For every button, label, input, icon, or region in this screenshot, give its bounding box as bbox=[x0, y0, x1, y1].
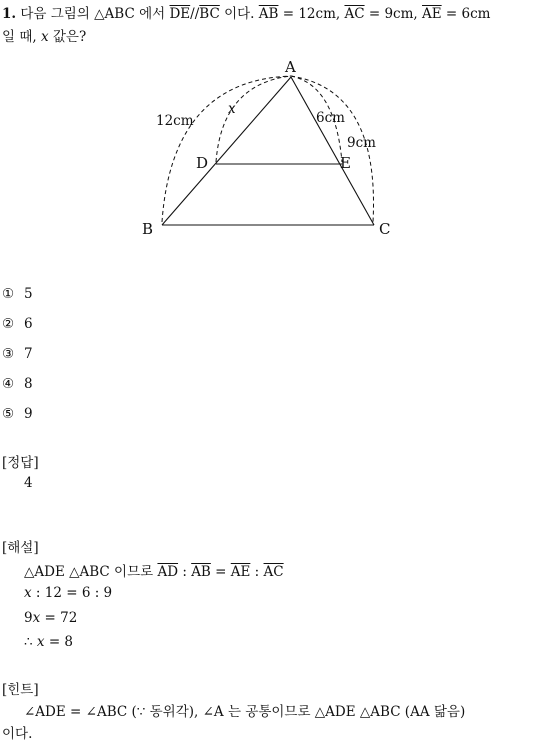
label-ad-length: x bbox=[228, 101, 236, 117]
equation-rhs: = 72 bbox=[44, 610, 78, 626]
choice-value: 9 bbox=[24, 406, 33, 422]
choice-5[interactable] bbox=[2, 406, 33, 422]
coefficient: 9 bbox=[24, 610, 33, 626]
answer-value: 4 bbox=[24, 475, 33, 491]
side-ab bbox=[162, 77, 291, 225]
label-ae-length: 6cm bbox=[316, 110, 345, 126]
proportion: : 12 = 6 : 9 bbox=[35, 585, 113, 601]
label-a: A bbox=[285, 58, 296, 76]
question-text-d: 값은? bbox=[52, 29, 87, 45]
question-line-2 bbox=[2, 25, 86, 45]
explanation-similar: △ADE △ABC 이므로 bbox=[24, 564, 154, 580]
equals-sign: = bbox=[215, 564, 227, 580]
segment-ad: $\overline{AD}$ bbox=[157, 564, 179, 580]
choice-2[interactable] bbox=[2, 316, 33, 332]
question-text-c: 일 때, bbox=[2, 29, 37, 45]
question-line-1 bbox=[2, 2, 490, 22]
variable-x: x bbox=[24, 585, 32, 601]
hint-line-1: ∠ADE = ∠ABC (∵ 동위각), ∠A 는 공통이므로 △ADE △ABC (AA 닮음) bbox=[24, 704, 466, 720]
hint-line-2: 이다. bbox=[2, 726, 33, 742]
choice-mark: ④ bbox=[2, 376, 15, 392]
answer-heading: [정답] bbox=[2, 455, 39, 471]
hint-heading: [힌트] bbox=[2, 682, 39, 698]
ae-value: = 6cm bbox=[445, 6, 491, 22]
ab-value: = 12cm, bbox=[282, 6, 341, 22]
therefore-symbol: ∴ bbox=[24, 634, 33, 650]
explanation-line-1 bbox=[24, 560, 284, 580]
ratio-colon: : bbox=[254, 564, 260, 580]
segment-ac-ratio: $\overline{AC}$ bbox=[263, 564, 284, 580]
triangle-figure bbox=[0, 50, 535, 250]
explanation-line-2 bbox=[24, 585, 112, 601]
segment-de: $\overline{DE}$ bbox=[169, 6, 191, 22]
choice-value: 7 bbox=[24, 346, 33, 362]
explanation-line-4 bbox=[24, 634, 73, 650]
ratio-colon: : bbox=[182, 564, 187, 580]
side-ac bbox=[291, 77, 374, 225]
choice-1[interactable] bbox=[2, 286, 33, 302]
explanation-heading: [해설] bbox=[2, 540, 39, 556]
choice-value: 5 bbox=[24, 286, 33, 302]
label-e: E bbox=[340, 154, 351, 172]
choice-mark: ② bbox=[2, 316, 15, 332]
arc-ab-12cm bbox=[162, 76, 291, 222]
question-number: 1. bbox=[2, 6, 17, 22]
label-b: B bbox=[142, 220, 154, 238]
ac-value: = 9cm, bbox=[368, 6, 418, 22]
label-ac-length: 9cm bbox=[347, 135, 376, 151]
choice-mark: ⑤ bbox=[2, 406, 15, 422]
choice-value: 8 bbox=[24, 376, 33, 392]
explanation-line-3 bbox=[24, 610, 77, 626]
variable-x: x bbox=[32, 610, 41, 626]
label-ab-length: 12cm bbox=[156, 113, 194, 129]
choice-value: 6 bbox=[24, 316, 33, 332]
question-text-b: 이다. bbox=[224, 6, 255, 22]
choice-mark: ① bbox=[2, 286, 15, 302]
result: = 8 bbox=[48, 634, 74, 650]
arc-ad-x bbox=[216, 76, 291, 162]
label-d: D bbox=[196, 154, 209, 172]
choice-3[interactable] bbox=[2, 346, 33, 362]
variable-x: x bbox=[36, 634, 45, 650]
segment-ab-ratio: $\overline{AB}$ bbox=[191, 564, 211, 580]
variable-x: x bbox=[40, 29, 49, 45]
segment-bc: $\overline{BC}$ bbox=[199, 6, 220, 22]
segment-ae: $\overline{AE}$ bbox=[422, 6, 442, 22]
question-text-a: 다음 그림의 △ABC 에서 bbox=[20, 6, 166, 22]
segment-ac: $\overline{AC}$ bbox=[344, 6, 365, 22]
segment-ae-ratio: $\overline{AE}$ bbox=[230, 564, 251, 580]
choice-4[interactable] bbox=[2, 376, 33, 392]
segment-ab: $\overline{AB}$ bbox=[258, 6, 279, 22]
choice-mark: ③ bbox=[2, 346, 15, 362]
parallel-symbol: // bbox=[190, 6, 200, 22]
label-c: C bbox=[379, 220, 391, 238]
